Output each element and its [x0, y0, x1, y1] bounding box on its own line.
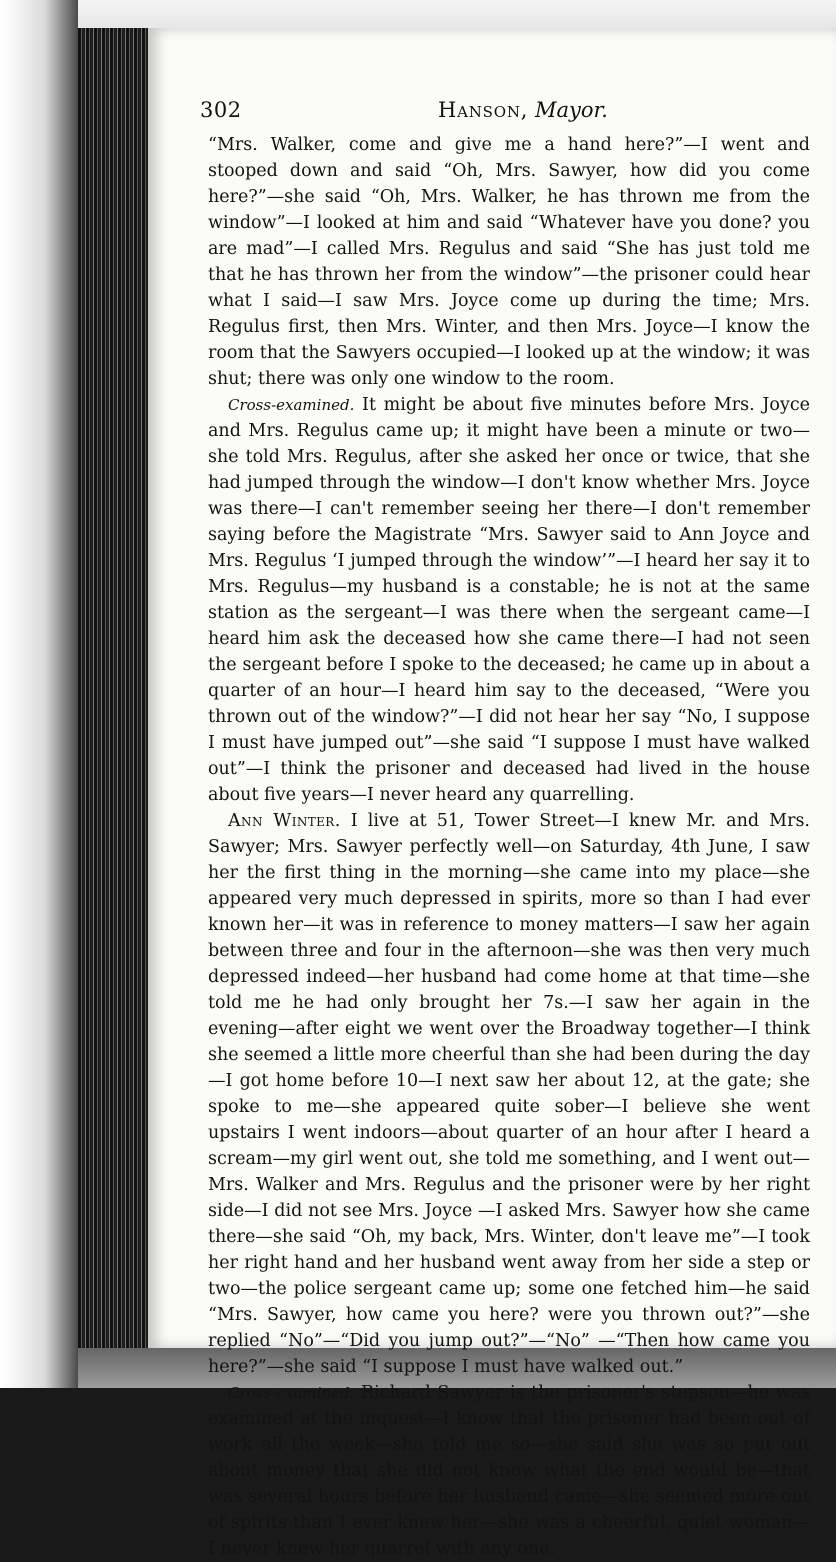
scan-margin — [0, 0, 78, 1388]
cross-examined-label: Cross-examined. — [228, 1384, 355, 1402]
page-header — [200, 98, 770, 132]
page-number: 302 — [200, 98, 242, 122]
running-head-title: Mayor. — [534, 98, 608, 122]
page-body — [208, 132, 816, 1562]
paragraph-cross-examination-2 — [208, 1380, 816, 1562]
paragraph-cross-examination-1 — [208, 392, 816, 808]
cross-examination-text: It might be about five minutes before Mrs. Joyce and Mrs. Regulus came up; it might have been a minute or two—she told Mrs. Regulus, after she asked her once or twice, that she had jumped through the window—I don't know whether Mrs. Joyce was there—I can't remember seeing her there—I don't remember saying before the Magistrate “Mrs. Sawyer said to Ann Joyce and Mrs. Regulus ‘I jumped through the window’”—I heard her say it to Mrs. Regulus—my husband is a constable; he is not at the same station as the sergeant—I was there when the sergeant came—I heard him ask the deceased how she came there—I had not seen the sergeant before I spoke to the deceased; he came up in about a quarter of an hour—I heard him say to the deceased, “Were you thrown out of the window?”—I did not hear her say “No, I suppose I must have jumped out”—she said “I suppose I must have walked out”—I think the prisoner and deceased had lived in the house about five years—I never heard any quarrelling. — [208, 395, 816, 805]
paragraph-testimony-1: “Mrs. Walker, come and give me a hand here?”—I went and stooped down and said “Oh, Mrs. Sawyer, how did you come here?”—she said “Oh, Mrs. Walker, he has thrown me from the window”—I looked at him and said “Whatever have you done? you are mad”—I called Mrs. Regulus and said “She has just told me that he has thrown her from the window”—the prisoner could hear what I said—I saw Mrs. Joyce come up during the time; Mrs. Regulus first, then Mrs. Winter, and then Mrs. Joyce—I know the room that the Sawyers occupied—I looked up at the window; it was shut; there was only one window to the room. — [208, 135, 816, 389]
top-margin — [78, 0, 836, 28]
page-edges — [78, 28, 148, 1348]
running-head-name: Hanson, — [438, 98, 529, 122]
book-page — [148, 28, 836, 1559]
running-head — [438, 98, 608, 122]
speaker-ann-winter: Ann Winter. — [228, 811, 341, 831]
ann-winter-testimony: I live at 51, Tower Street—I knew Mr. and Mrs. Sawyer; Mrs. Sawyer perfectly well—on Saturday, 4th June, I saw her the first thing in the morning—she came into my place—she appeared very much depressed in spirits, more so than I had ever known her—it was in reference to money matters—I saw her again between three and four in the afternoon—she was then very much depressed indeed—her husband had come home at that time—she told me he had only brought her 7s.—I saw her again in the evening—after eight we went over the Broadway together—I think she seemed a little more cheerful than she had been during the day—I got home before 10—I next saw her about 12, at the gate; she spoke to me—she appeared quite sober—I believe she went upstairs I went indoors—about quarter of an hour after I heard a scream—my girl went out, she told me something, and I went out—Mrs. Walker and Mrs. Regulus and the prisoner were by her right side—I did not see Mrs. Joyce —I asked Mrs. Sawyer how she came there—she said “Oh, my back, Mrs. Winter, don't leave me”—I took her right hand and her husband went away from her side a step or two—the police sergeant came up; some one fetched him—he said “Mrs. Sawyer, how came you here? were you thrown out?”—she replied “No”—“Did you jump out?”—“No” —“Then how came you here?”—she said “I suppose I must have walked out.” — [208, 811, 816, 1377]
cross-examined-label: Cross-examined. — [228, 396, 355, 414]
cross-examination-text: Richard Sawyer is the prisoner's stepson—he was examined at the inquest—I know that the prisoner had been out of work all the week—she told me so—she said she was so put out about money that she did not know what the end would be—that was several hours before her husband came—she seemed more out of spirits than I ever knew her—she was a cheerful, quiet woman—I never knew her quarrel with any one. — [208, 1383, 816, 1559]
paragraph-ann-winter — [208, 808, 816, 1380]
